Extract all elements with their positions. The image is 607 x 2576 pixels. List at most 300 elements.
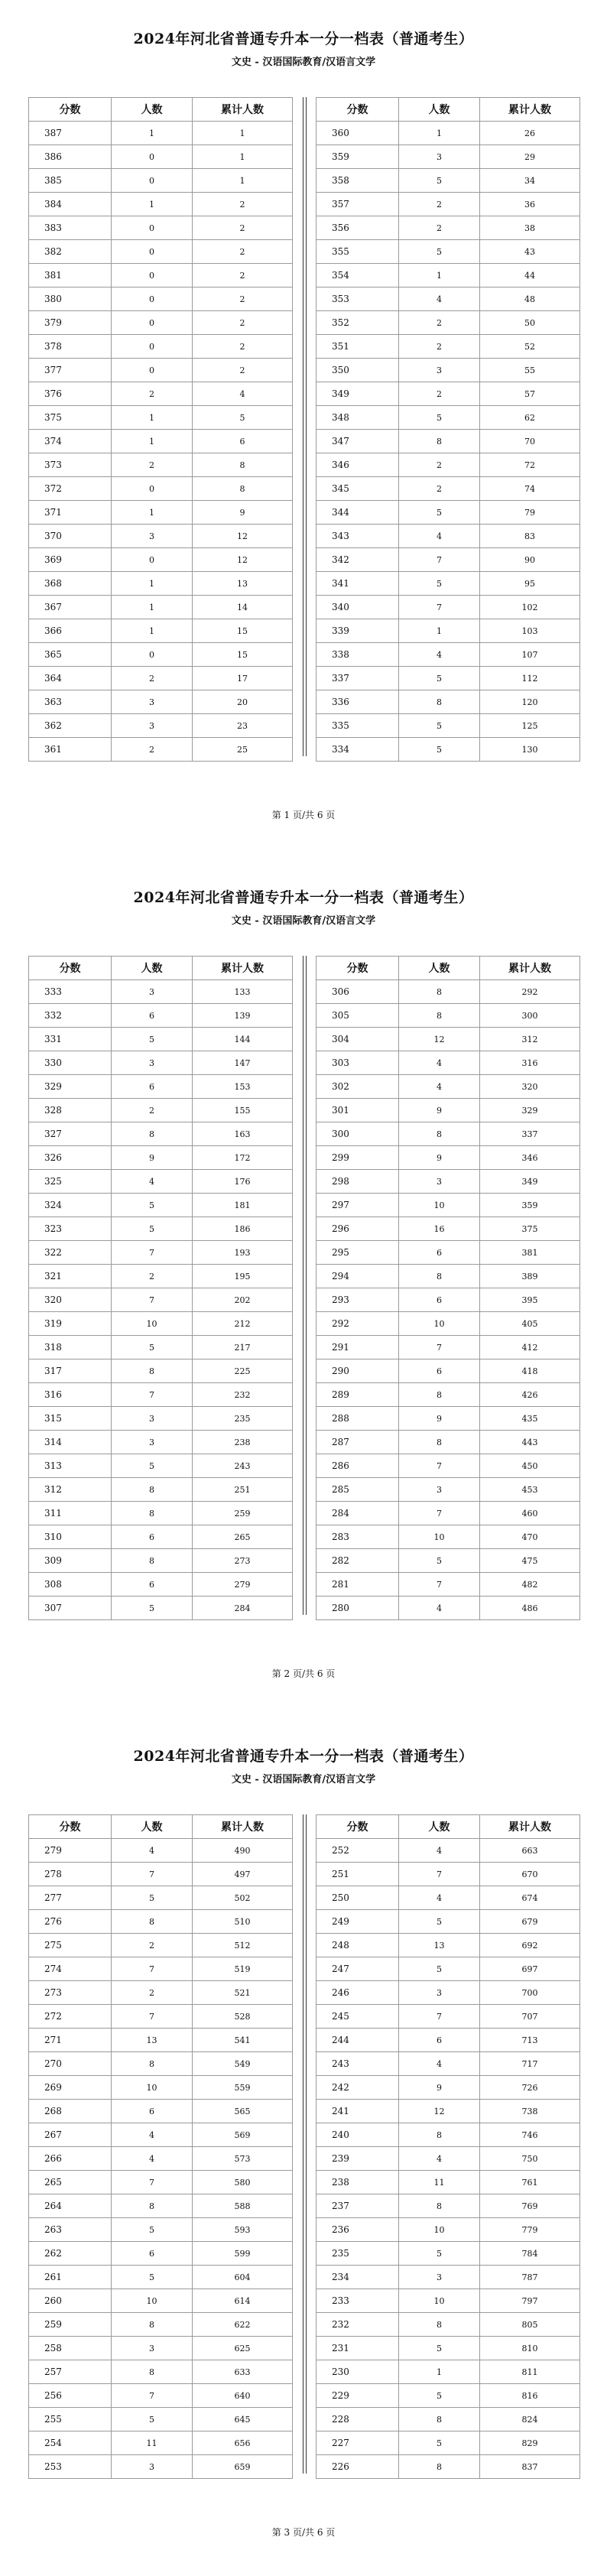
count-cell: 0	[112, 216, 193, 240]
score-cell: 358	[316, 169, 399, 193]
score-cell: 354	[316, 264, 399, 287]
cumulative-cell: 320	[480, 1075, 580, 1099]
count-cell: 12	[399, 2100, 480, 2123]
cumulative-cell: 273	[193, 1549, 293, 1573]
table-row	[316, 1886, 580, 1910]
count-cell: 7	[112, 1383, 193, 1407]
count-cell: 12	[399, 1028, 480, 1051]
cumulative-cell: 72	[480, 453, 580, 477]
count-cell: 1	[112, 501, 193, 525]
table-row	[316, 1597, 580, 1620]
cumulative-cell: 521	[193, 1981, 293, 2005]
cumulative-cell: 717	[480, 2052, 580, 2076]
score-cell: 265	[29, 2171, 112, 2194]
count-cell: 5	[399, 738, 480, 762]
cumulative-cell: 645	[193, 2408, 293, 2431]
right-score-table	[316, 97, 580, 762]
table-row	[29, 1359, 293, 1383]
cumulative-cell: 769	[480, 2194, 580, 2218]
count-cell: 1	[399, 264, 480, 287]
table-row	[29, 980, 293, 1004]
cumulative-cell: 659	[193, 2455, 293, 2479]
score-header: 分数	[316, 98, 399, 122]
count-cell: 3	[112, 714, 193, 738]
score-cell: 350	[316, 359, 399, 382]
count-cell: 4	[399, 1839, 480, 1863]
cumulative-cell: 470	[480, 1525, 580, 1549]
cumulative-cell: 746	[480, 2123, 580, 2147]
cumulative-cell: 212	[193, 1312, 293, 1336]
table-row	[29, 2052, 293, 2076]
count-cell: 11	[112, 2431, 193, 2455]
count-cell: 8	[112, 2052, 193, 2076]
table-row	[29, 1573, 293, 1597]
cumulative-cell: 57	[480, 382, 580, 406]
count-cell: 7	[112, 1241, 193, 1265]
table-row	[29, 572, 293, 596]
cumulative-cell: 2	[193, 335, 293, 359]
cumulative-cell: 74	[480, 477, 580, 501]
cumulative-cell: 26	[480, 122, 580, 145]
score-cell: 237	[316, 2194, 399, 2218]
cumulative-cell: 475	[480, 1549, 580, 1573]
score-cell: 374	[29, 430, 112, 453]
table-row	[316, 2123, 580, 2147]
score-cell: 381	[29, 264, 112, 287]
score-cell: 301	[316, 1099, 399, 1122]
table-row	[316, 619, 580, 643]
count-cell: 8	[399, 1383, 480, 1407]
count-cell: 6	[112, 1075, 193, 1099]
count-cell: 2	[399, 311, 480, 335]
table-row	[29, 169, 293, 193]
cumulative-cell: 12	[193, 548, 293, 572]
count-cell: 5	[399, 1957, 480, 1981]
count-cell: 1	[112, 430, 193, 453]
table-row	[29, 1217, 293, 1241]
cumulative-cell: 805	[480, 2313, 580, 2337]
count-cell: 8	[399, 2194, 480, 2218]
cumulative-cell: 95	[480, 572, 580, 596]
count-cell: 9	[399, 1099, 480, 1122]
cumulative-cell: 625	[193, 2337, 293, 2360]
right-score-table	[316, 956, 580, 1620]
cumulative-cell: 43	[480, 240, 580, 264]
cumulative-cell: 20	[193, 690, 293, 714]
score-header: 分数	[29, 98, 112, 122]
cumulative-cell: 761	[480, 2171, 580, 2194]
cumulative-cell: 519	[193, 1957, 293, 1981]
count-cell: 7	[112, 2005, 193, 2029]
count-cell: 4	[112, 2123, 193, 2147]
score-cell: 247	[316, 1957, 399, 1981]
count-cell: 10	[399, 1194, 480, 1217]
score-cell: 271	[29, 2029, 112, 2052]
table-row	[29, 1549, 293, 1573]
cumulative-cell: 147	[193, 1051, 293, 1075]
count-header: 人数	[399, 957, 480, 980]
table-row	[316, 1051, 580, 1075]
score-cell: 274	[29, 1957, 112, 1981]
cumulative-cell: 48	[480, 287, 580, 311]
cumulative-cell: 569	[193, 2123, 293, 2147]
score-cell: 372	[29, 477, 112, 501]
score-cell: 251	[316, 1863, 399, 1886]
score-cell: 334	[316, 738, 399, 762]
count-cell: 7	[112, 1288, 193, 1312]
table-row	[316, 1122, 580, 1146]
table-row	[29, 2313, 293, 2337]
score-cell: 248	[316, 1934, 399, 1957]
table-row	[316, 643, 580, 667]
cumulative-cell: 243	[193, 1454, 293, 1478]
count-cell: 4	[399, 1075, 480, 1099]
table-row	[316, 264, 580, 287]
cumulative-cell: 139	[193, 1004, 293, 1028]
count-cell: 3	[112, 1431, 193, 1454]
cumulative-cell: 5	[193, 406, 293, 430]
score-cell: 306	[316, 980, 399, 1004]
score-cell: 254	[29, 2431, 112, 2455]
score-cell: 285	[316, 1478, 399, 1502]
count-cell: 3	[112, 980, 193, 1004]
table-row	[316, 335, 580, 359]
cumulative-cell: 102	[480, 596, 580, 619]
count-cell: 5	[399, 1910, 480, 1934]
cumulative-cell: 329	[480, 1099, 580, 1122]
score-cell: 347	[316, 430, 399, 453]
score-cell: 384	[29, 193, 112, 216]
table-row	[29, 667, 293, 690]
cumulative-cell: 510	[193, 1910, 293, 1934]
cumulative-cell: 34	[480, 169, 580, 193]
cumulative-cell: 580	[193, 2171, 293, 2194]
score-cell: 250	[316, 1886, 399, 1910]
cumulative-cell: 1	[193, 169, 293, 193]
cumulative-cell: 4	[193, 382, 293, 406]
cumulative-cell: 573	[193, 2147, 293, 2171]
cumulative-cell: 656	[193, 2431, 293, 2455]
table-row	[316, 1241, 580, 1265]
count-cell: 8	[399, 430, 480, 453]
score-cell: 385	[29, 169, 112, 193]
table-row	[29, 690, 293, 714]
score-cell: 295	[316, 1241, 399, 1265]
score-cell: 262	[29, 2242, 112, 2266]
cumulative-cell: 312	[480, 1028, 580, 1051]
count-cell: 4	[112, 1170, 193, 1194]
score-cell: 269	[29, 2076, 112, 2100]
cumulative-cell: 23	[193, 714, 293, 738]
table-row	[316, 311, 580, 335]
table-row	[316, 2194, 580, 2218]
score-header: 分数	[316, 957, 399, 980]
table-row	[29, 738, 293, 762]
table-row	[316, 2218, 580, 2242]
count-cell: 8	[399, 2313, 480, 2337]
cumulative-cell: 144	[193, 1028, 293, 1051]
table-row	[316, 2266, 580, 2289]
count-cell: 5	[399, 2242, 480, 2266]
count-cell: 3	[112, 1051, 193, 1075]
score-cell: 343	[316, 525, 399, 548]
count-cell: 8	[112, 2360, 193, 2384]
table-row	[29, 548, 293, 572]
table-row	[29, 2242, 293, 2266]
count-cell: 5	[399, 2431, 480, 2455]
count-cell: 1	[399, 619, 480, 643]
table-row	[316, 406, 580, 430]
cumulative-header: 累计人数	[193, 957, 293, 980]
cumulative-cell: 811	[480, 2360, 580, 2384]
cumulative-cell: 195	[193, 1265, 293, 1288]
cumulative-cell: 292	[480, 980, 580, 1004]
count-header: 人数	[399, 98, 480, 122]
table-row	[29, 335, 293, 359]
table-row	[29, 1336, 293, 1359]
count-cell: 7	[399, 1863, 480, 1886]
page-title: 2024年河北省普通专升本一分一档表（普通考生）	[133, 31, 474, 47]
score-cell: 256	[29, 2384, 112, 2408]
count-cell: 2	[399, 453, 480, 477]
score-cell: 325	[29, 1170, 112, 1194]
table-row	[316, 690, 580, 714]
table-row	[29, 1478, 293, 1502]
score-cell: 253	[29, 2455, 112, 2479]
score-cell: 351	[316, 335, 399, 359]
page-3	[0, 1717, 607, 2576]
score-cell: 327	[29, 1122, 112, 1146]
table-row	[316, 2029, 580, 2052]
count-cell: 4	[399, 1886, 480, 1910]
score-cell: 370	[29, 525, 112, 548]
table-row	[316, 1004, 580, 1028]
right-score-table	[316, 1814, 580, 2479]
count-cell: 5	[399, 406, 480, 430]
count-cell: 5	[112, 2408, 193, 2431]
count-cell: 0	[112, 335, 193, 359]
count-cell: 3	[112, 2337, 193, 2360]
table-row	[316, 1075, 580, 1099]
table-row	[316, 216, 580, 240]
score-cell: 273	[29, 1981, 112, 2005]
score-cell: 383	[29, 216, 112, 240]
score-cell: 236	[316, 2218, 399, 2242]
score-cell: 348	[316, 406, 399, 430]
table-row	[316, 2289, 580, 2313]
count-cell: 5	[112, 2218, 193, 2242]
cumulative-cell: 674	[480, 1886, 580, 1910]
table-row	[316, 2384, 580, 2408]
count-cell: 8	[399, 2123, 480, 2147]
count-cell: 10	[399, 1525, 480, 1549]
cumulative-cell: 565	[193, 2100, 293, 2123]
score-cell: 318	[29, 1336, 112, 1359]
left-score-table	[28, 956, 293, 1620]
count-cell: 1	[112, 406, 193, 430]
table-row	[316, 1910, 580, 1934]
score-cell: 355	[316, 240, 399, 264]
left-score-table	[28, 97, 293, 762]
cumulative-cell: 193	[193, 1241, 293, 1265]
cumulative-cell: 443	[480, 1431, 580, 1454]
table-row	[316, 2100, 580, 2123]
cumulative-cell: 12	[193, 525, 293, 548]
score-cell: 294	[316, 1265, 399, 1288]
table-row	[316, 477, 580, 501]
score-cell: 243	[316, 2052, 399, 2076]
score-cell: 300	[316, 1122, 399, 1146]
score-cell: 249	[316, 1910, 399, 1934]
score-cell: 322	[29, 1241, 112, 1265]
table-row	[29, 122, 293, 145]
cumulative-cell: 62	[480, 406, 580, 430]
count-cell: 1	[112, 193, 193, 216]
table-row	[29, 714, 293, 738]
count-cell: 5	[112, 1194, 193, 1217]
count-cell: 8	[399, 1265, 480, 1288]
table-row	[316, 1863, 580, 1886]
cumulative-cell: 2	[193, 287, 293, 311]
cumulative-cell: 125	[480, 714, 580, 738]
count-cell: 2	[112, 1265, 193, 1288]
column-divider	[303, 956, 307, 1615]
table-row	[29, 1170, 293, 1194]
count-cell: 4	[399, 2052, 480, 2076]
count-cell: 10	[112, 2289, 193, 2313]
score-cell: 368	[29, 572, 112, 596]
cumulative-cell: 490	[193, 1839, 293, 1863]
table-row	[316, 2005, 580, 2029]
score-cell: 345	[316, 477, 399, 501]
table-row	[29, 1525, 293, 1549]
cumulative-cell: 418	[480, 1359, 580, 1383]
table-row	[316, 2337, 580, 2360]
score-cell: 264	[29, 2194, 112, 2218]
cumulative-cell: 181	[193, 1194, 293, 1217]
table-row	[316, 430, 580, 453]
page-2	[0, 859, 607, 1717]
cumulative-cell: 103	[480, 619, 580, 643]
cumulative-cell: 130	[480, 738, 580, 762]
cumulative-cell: 389	[480, 1265, 580, 1288]
count-cell: 3	[112, 1407, 193, 1431]
table-row	[316, 1839, 580, 1863]
cumulative-cell: 797	[480, 2289, 580, 2313]
score-cell: 288	[316, 1407, 399, 1431]
cumulative-cell: 692	[480, 1934, 580, 1957]
table-row	[316, 2242, 580, 2266]
count-cell: 0	[112, 477, 193, 501]
count-cell: 6	[112, 2100, 193, 2123]
count-cell: 6	[399, 2029, 480, 2052]
score-cell: 315	[29, 1407, 112, 1431]
count-cell: 5	[399, 2337, 480, 2360]
score-cell: 281	[316, 1573, 399, 1597]
count-cell: 4	[399, 525, 480, 548]
table-row	[316, 548, 580, 572]
page-subtitle: 文史 - 汉语国际教育/汉语言文学	[231, 1774, 376, 1785]
score-cell: 320	[29, 1288, 112, 1312]
cumulative-cell: 38	[480, 216, 580, 240]
score-cell: 272	[29, 2005, 112, 2029]
table-row	[29, 359, 293, 382]
count-cell: 2	[399, 477, 480, 501]
table-row	[316, 667, 580, 690]
count-cell: 5	[399, 572, 480, 596]
count-cell: 5	[399, 714, 480, 738]
table-row	[316, 1454, 580, 1478]
count-cell: 5	[112, 1028, 193, 1051]
cumulative-cell: 816	[480, 2384, 580, 2408]
count-cell: 8	[112, 1122, 193, 1146]
count-cell: 4	[399, 1051, 480, 1075]
cumulative-cell: 186	[193, 1217, 293, 1241]
cumulative-cell: 29	[480, 145, 580, 169]
table-row	[316, 359, 580, 382]
cumulative-cell: 238	[193, 1431, 293, 1454]
score-cell: 239	[316, 2147, 399, 2171]
count-cell: 7	[399, 1454, 480, 1478]
table-row	[29, 2431, 293, 2455]
cumulative-cell: 707	[480, 2005, 580, 2029]
count-cell: 8	[112, 1502, 193, 1525]
count-cell: 7	[112, 1957, 193, 1981]
score-cell: 276	[29, 1910, 112, 1934]
score-cell: 314	[29, 1431, 112, 1454]
score-cell: 326	[29, 1146, 112, 1170]
score-cell: 282	[316, 1549, 399, 1573]
score-cell: 338	[316, 643, 399, 667]
score-cell: 337	[316, 667, 399, 690]
count-cell: 11	[399, 2171, 480, 2194]
cumulative-cell: 70	[480, 430, 580, 453]
cumulative-cell: 486	[480, 1597, 580, 1620]
score-cell: 297	[316, 1194, 399, 1217]
score-cell: 298	[316, 1170, 399, 1194]
count-cell: 5	[399, 2384, 480, 2408]
count-cell: 0	[112, 643, 193, 667]
score-cell: 377	[29, 359, 112, 382]
cumulative-cell: 541	[193, 2029, 293, 2052]
table-row	[29, 1910, 293, 1934]
count-cell: 3	[399, 2266, 480, 2289]
cumulative-cell: 2	[193, 240, 293, 264]
cumulative-cell: 176	[193, 1170, 293, 1194]
cumulative-header: 累计人数	[193, 1815, 293, 1839]
count-cell: 2	[112, 667, 193, 690]
cumulative-cell: 670	[480, 1863, 580, 1886]
table-row	[316, 1336, 580, 1359]
table-row	[316, 525, 580, 548]
count-cell: 6	[112, 1004, 193, 1028]
cumulative-cell: 79	[480, 501, 580, 525]
count-cell: 2	[112, 738, 193, 762]
count-cell: 0	[112, 145, 193, 169]
table-row	[316, 2408, 580, 2431]
score-cell: 346	[316, 453, 399, 477]
count-cell: 7	[399, 1573, 480, 1597]
score-cell: 268	[29, 2100, 112, 2123]
score-cell: 382	[29, 240, 112, 264]
table-row	[29, 2360, 293, 2384]
count-cell: 6	[112, 2242, 193, 2266]
table-row	[316, 2455, 580, 2479]
count-cell: 2	[112, 453, 193, 477]
cumulative-cell: 528	[193, 2005, 293, 2029]
cumulative-cell: 217	[193, 1336, 293, 1359]
score-cell: 324	[29, 1194, 112, 1217]
